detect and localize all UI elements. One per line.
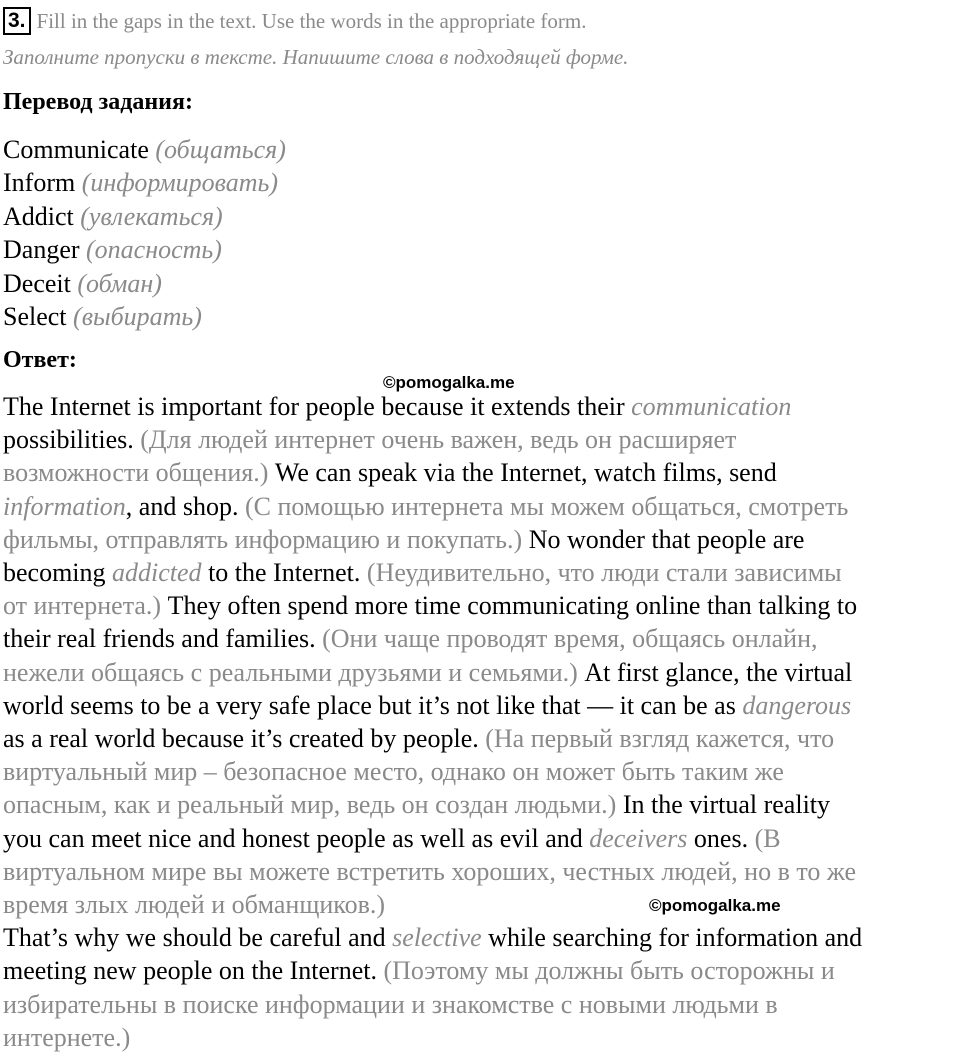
translation-segment: избирательны в поиске информации и знакомстве с новыми людьми в <box>3 989 778 1019</box>
answer-segment: their real friends and families. <box>3 624 323 654</box>
answer-segment: as a real world because it’s created by people. <box>3 724 486 754</box>
answer-line <box>3 456 960 489</box>
translation-segment: (С помощью интернета мы можем общаться, смотреть <box>244 491 849 521</box>
word-ru: (опасность) <box>86 235 222 265</box>
filled-word: information <box>3 491 126 521</box>
translation-segment: виртуальном мире вы можете встретить хороших, честных людей, но в то же <box>3 856 857 886</box>
translation-segment: возможности общения.) <box>3 458 269 488</box>
answer-segment: That’s why we should be careful and <box>3 923 393 953</box>
answer-segment: We can speak via the Internet, watch films, send <box>268 458 777 488</box>
answer-segment: The Internet is important for people because it extends their <box>3 392 632 421</box>
answer-line <box>3 822 960 855</box>
translation-segment: от интернета.) <box>3 591 162 621</box>
translation-segment: фильмы, отправлять информацию и покупать.) <box>3 524 523 554</box>
translation-segment: (Для людей интернет очень важен, ведь он расширяет <box>140 425 737 455</box>
answer-line <box>3 423 960 456</box>
answer-text <box>3 390 960 1054</box>
translation-segment: (На первый взгляд кажется, что <box>485 724 835 754</box>
word-ru: (информировать) <box>81 168 279 198</box>
word-ru: (увлекаться) <box>80 201 223 231</box>
watermark-bottom: ©pomogalka.me <box>649 896 781 915</box>
word-en: Addict <box>3 201 74 231</box>
answer-segment: ones. <box>687 823 755 853</box>
answer-line <box>3 689 960 722</box>
word-ru: (выбирать) <box>73 302 202 332</box>
translation-heading: Перевод задания: <box>3 89 193 115</box>
word-en: Deceit <box>3 268 71 298</box>
word-ru: (общаться) <box>155 135 286 164</box>
answer-segment: No wonder that people are <box>522 524 805 554</box>
word-en: Danger <box>3 235 80 265</box>
answer-segment: They often spend more time communicating online than talking to <box>161 591 858 621</box>
answer-line <box>3 988 960 1021</box>
word-en: Communicate <box>3 135 149 164</box>
word-item <box>3 233 286 266</box>
answer-line <box>3 523 960 556</box>
translation-segment: (Они чаще проводят время, общаясь онлайн, <box>322 624 818 654</box>
word-item <box>3 166 286 199</box>
answer-heading: Ответ: <box>3 347 77 373</box>
task-number-badge: 3. <box>3 7 31 35</box>
word-list <box>3 133 286 333</box>
answer-segment: world seems to be a very safe place but it’s not like that — it can be as <box>3 690 743 720</box>
answer-line <box>3 855 960 888</box>
answer-line <box>3 755 960 788</box>
filled-word: communication <box>631 392 792 421</box>
answer-line <box>3 921 960 954</box>
answer-segment: becoming <box>3 558 113 588</box>
answer-line <box>3 490 960 523</box>
answer-segment: meeting new people on the Internet. <box>3 956 384 986</box>
answer-line <box>3 656 960 689</box>
answer-segment: , and shop. <box>125 491 245 521</box>
word-ru: (обман) <box>77 268 162 298</box>
word-item <box>3 300 286 333</box>
answer-segment: to the Internet. <box>201 558 367 588</box>
translation-segment: нежели общаясь с реальными друзьями и семьями.) <box>3 657 578 687</box>
translation-segment: опасным, как и реальный мир, ведь он создан людьми.) <box>3 790 617 820</box>
answer-line <box>3 788 960 821</box>
answer-segment: possibilities. <box>3 425 141 455</box>
translation-segment: (Неудивительно, что люди стали зависимы <box>366 558 842 588</box>
answer-segment: At first glance, the virtual <box>577 657 853 687</box>
answer-line <box>3 888 960 921</box>
filled-word: selective <box>392 923 482 953</box>
answer-line <box>3 622 960 655</box>
task-instruction-en-line <box>3 5 586 37</box>
translation-segment: время злых людей и обманщиков.) <box>3 890 386 920</box>
filled-word: addicted <box>112 558 202 588</box>
translation-segment: интернете.) <box>3 1022 131 1052</box>
watermark-top: ©pomogalka.me <box>383 373 515 392</box>
word-en: Select <box>3 302 67 332</box>
answer-line <box>3 954 960 987</box>
task-instruction-ru: Заполните пропуски в тексте. Напишите слова в подходящей форме. <box>3 45 629 69</box>
translation-segment: (Поэтому мы должны быть осторожны и <box>383 956 835 986</box>
translation-segment: (В <box>754 823 781 853</box>
answer-line <box>3 556 960 589</box>
word-item <box>3 133 286 166</box>
word-en: Inform <box>3 168 76 198</box>
filled-word: deceivers <box>589 823 688 853</box>
filled-word: dangerous <box>742 690 852 720</box>
task-instruction-en: Fill in the gaps in the text. Use the words in the appropriate form. <box>36 8 587 33</box>
answer-segment: while searching for information and <box>481 923 863 953</box>
answer-line <box>3 390 960 423</box>
answer-line <box>3 589 960 622</box>
word-item <box>3 267 286 300</box>
translation-segment: виртуальный мир – безопасное место, однако он может быть таким же <box>3 757 784 787</box>
answer-line <box>3 1021 960 1054</box>
answer-line <box>3 722 960 755</box>
word-item <box>3 200 286 233</box>
answer-segment: In the virtual reality <box>616 790 831 820</box>
answer-segment: you can meet nice and honest people as well as evil and <box>3 823 590 853</box>
